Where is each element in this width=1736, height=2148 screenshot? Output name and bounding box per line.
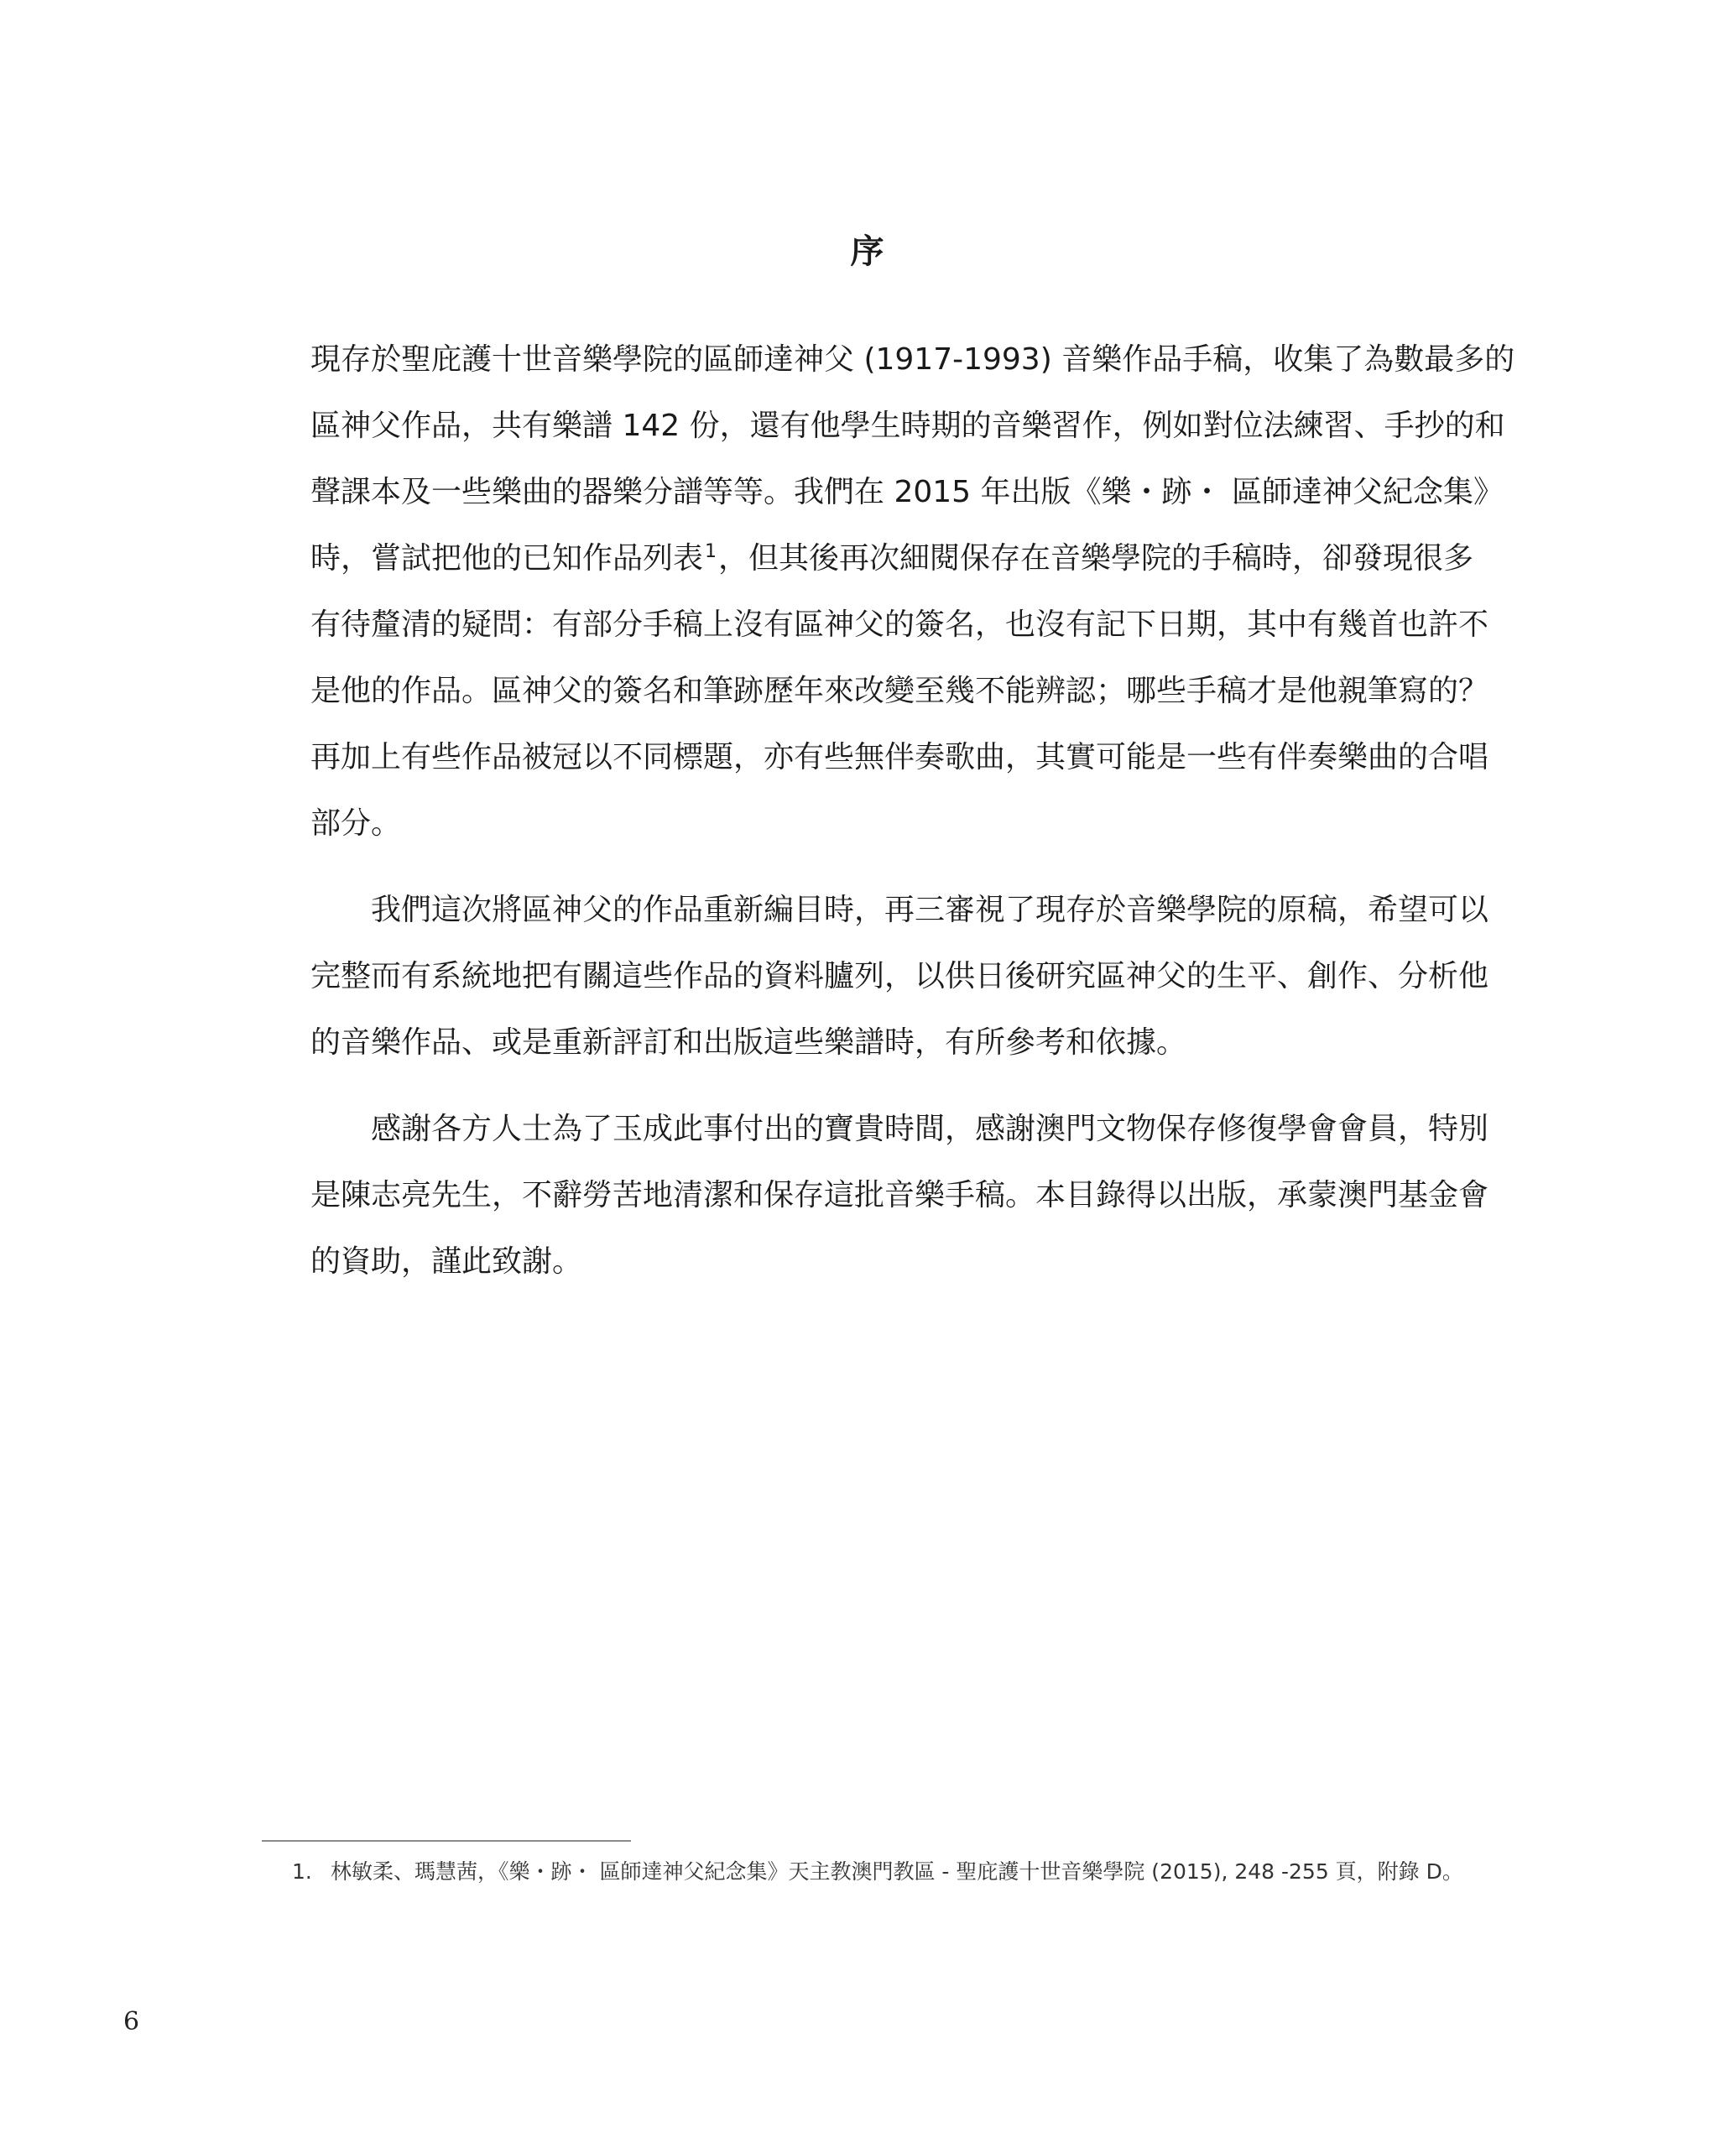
text-line: 完整而有系統地把有關這些作品的資料臚列，以供日後研究區神父的生平、創作、分析他 [310, 959, 1489, 993]
text-line: 聲課本及一些樂曲的器樂分譜等等。我們在 2015 年出版《樂・跡・ 區師達神父紀念集》 [310, 475, 1504, 509]
page-title: 序 [850, 232, 886, 271]
page-number: 6 [123, 2007, 140, 2036]
text-line: 我們這次將區神父的作品重新編目時，再三審視了現存於音樂學院的原稿，希望可以 [371, 893, 1489, 927]
footnote [292, 1858, 1463, 1886]
text-line: 區神父作品，共有樂譜 142 份，還有他學生時期的音樂習作，例如對位法練習、手抄的和 [310, 409, 1505, 443]
text-line: 是陳志亮先生，不辭勞苦地清潔和保存這批音樂手稿。本目錄得以出版，承蒙澳門基金會 [310, 1178, 1489, 1212]
text-line: 的資助，謹此致謝。 [310, 1244, 583, 1279]
text-line: 現存於聖庇護十世音樂學院的區師達神父 (1917-1993) 音樂作品手稿，收集了為數最多的 [310, 342, 1515, 377]
text-line: 的音樂作品、或是重新評訂和出版這些樂譜時，有所參考和依據。 [310, 1025, 1187, 1060]
text-line [310, 539, 1473, 579]
text-line: 部分。 [310, 806, 402, 841]
text-line: 感謝各方人士為了玉成此事付出的寶貴時間，感謝澳門文物保存修復學會會員，特別 [371, 1112, 1489, 1146]
text-line: 是他的作品。區神父的簽名和筆跡歷年來改變至幾不能辨認；哪些手稿才是他親筆寫的？ [310, 674, 1489, 708]
footnote-divider [262, 1840, 631, 1842]
text-segment: 時，嘗試把他的已知作品列表 [310, 541, 704, 576]
footnote-text: 林敏柔、瑪慧茜，《樂・跡・ 區師達神父紀念集》天主教澳門教區 - 聖庇護十世音樂學院 (2015), 248 -255 頁，附錄 D。 [331, 1859, 1463, 1884]
footnote-number: 1. [292, 1859, 312, 1884]
text-line: 再加上有些作品被冠以不同標題，亦有些無伴奏歌曲，其實可能是一些有伴奏樂曲的合唱 [310, 740, 1489, 774]
text-segment: ，但其後再次細閱保存在音樂學院的手稿時，卻發現很多 [718, 541, 1474, 576]
footnote-reference[interactable]: 1 [705, 541, 717, 562]
text-line: 有待釐清的疑問：有部分手稿上沒有區神父的簽名，也沒有記下日期，其中有幾首也許不 [310, 607, 1489, 642]
